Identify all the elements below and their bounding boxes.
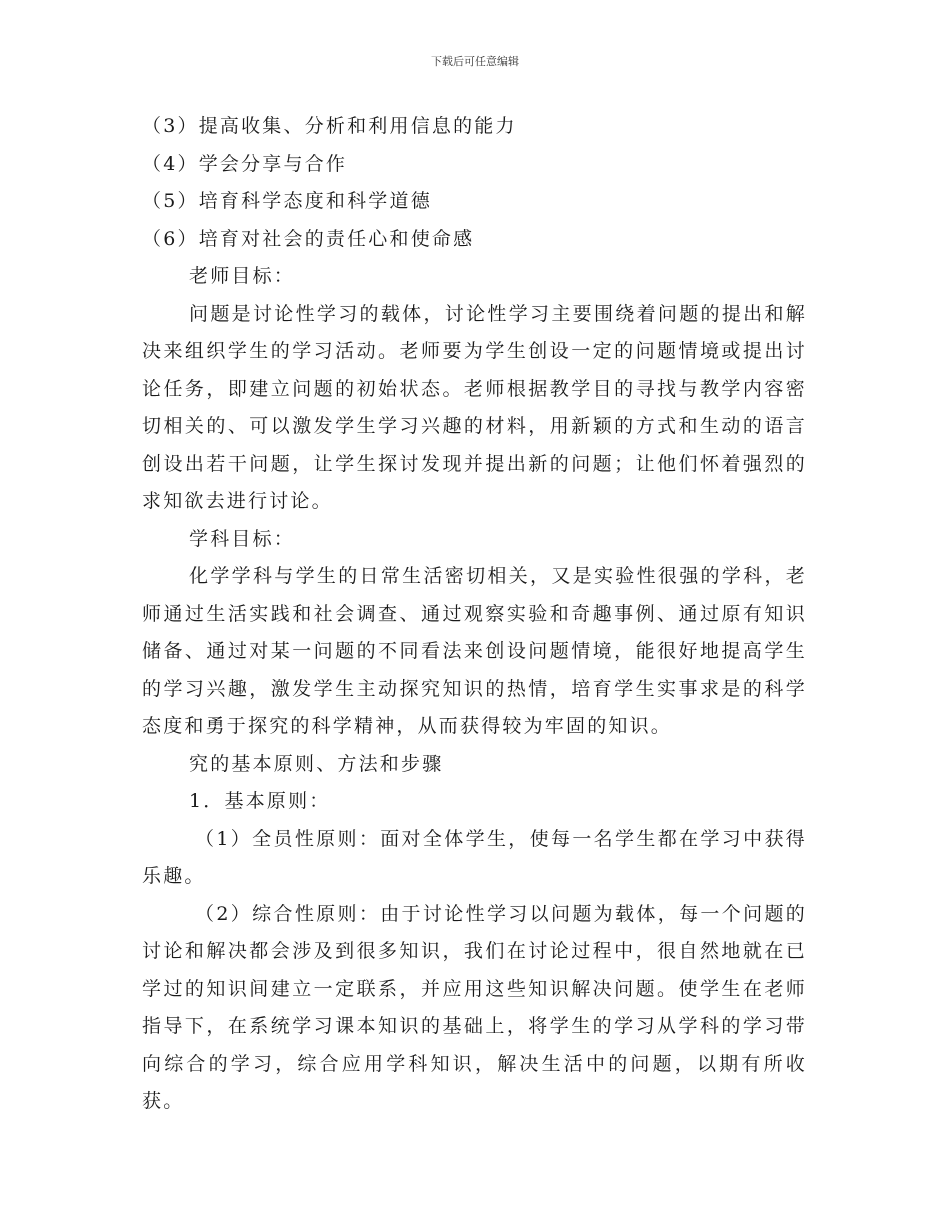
document-body [142, 108, 807, 1121]
paragraph-principle-1: （1）全员性原则：面对全体学生，使每一名学生都在学习中获得乐趣。 [142, 827, 807, 887]
page-header: 下载后可任意编辑 [431, 55, 519, 68]
list-item-6: （6）培育对社会的责任心和使命感 [142, 227, 475, 250]
list-item-3: （3）提高收集、分析和利用信息的能力 [142, 115, 517, 137]
list-item-5: （5）培育科学态度和科学道德 [142, 190, 432, 212]
list-item-4: （4）学会分享与合作 [142, 152, 348, 175]
paragraph-teacher-goal: 问题是讨论性学习的载体，讨论性学习主要围绕着问题的提出和解决来组织学生的学习活动。老师要为学生创设一定的问题情境或提出讨论任务，即建立问题的初始状态。老师根据教学目的寻找与教学内容密切相关的、可以激发学生学习兴趣的材料，用新颖的方式和生动的语言创设出若干问题，让学生探讨发现并提出新的问题；让他们怀着强烈的求知欲去进行讨论。 [142, 302, 807, 512]
heading-basic-principles: 1．基本原则： [189, 790, 331, 812]
heading-teacher-goal: 老师目标： [189, 265, 296, 287]
heading-principles-methods: 究的基本原则、方法和步骤 [189, 752, 444, 775]
paragraph-subject-goal: 化学学科与学生的日常生活密切相关，又是实验性很强的学科，老师通过生活实践和社会调查、通过观察实验和奇趣事例、通过原有知识储备、通过对某一问题的不同看法来创设问题情境，能很好地提高学生的学习兴趣，激发学生主动探究知识的热情，培育学生实事求是的科学态度和勇于探究的科学精神，从而获得较为牢固的知识。 [142, 565, 807, 737]
heading-subject-goal: 学科目标： [189, 527, 296, 550]
paragraph-principle-2: （2）综合性原则：由于讨论性学习以问题为载体，每一个问题的讨论和解决都会涉及到很多知识，我们在讨论过程中，很自然地就在已学过的知识间建立一定联系，并应用这些知识解决问题。使学生在老师指导下，在系统学习课本知识的基础上，将学生的学习从学科的学习带向综合的学习，综合应用学科知识，解决生活中的问题，以期有所收获。 [142, 902, 807, 1112]
